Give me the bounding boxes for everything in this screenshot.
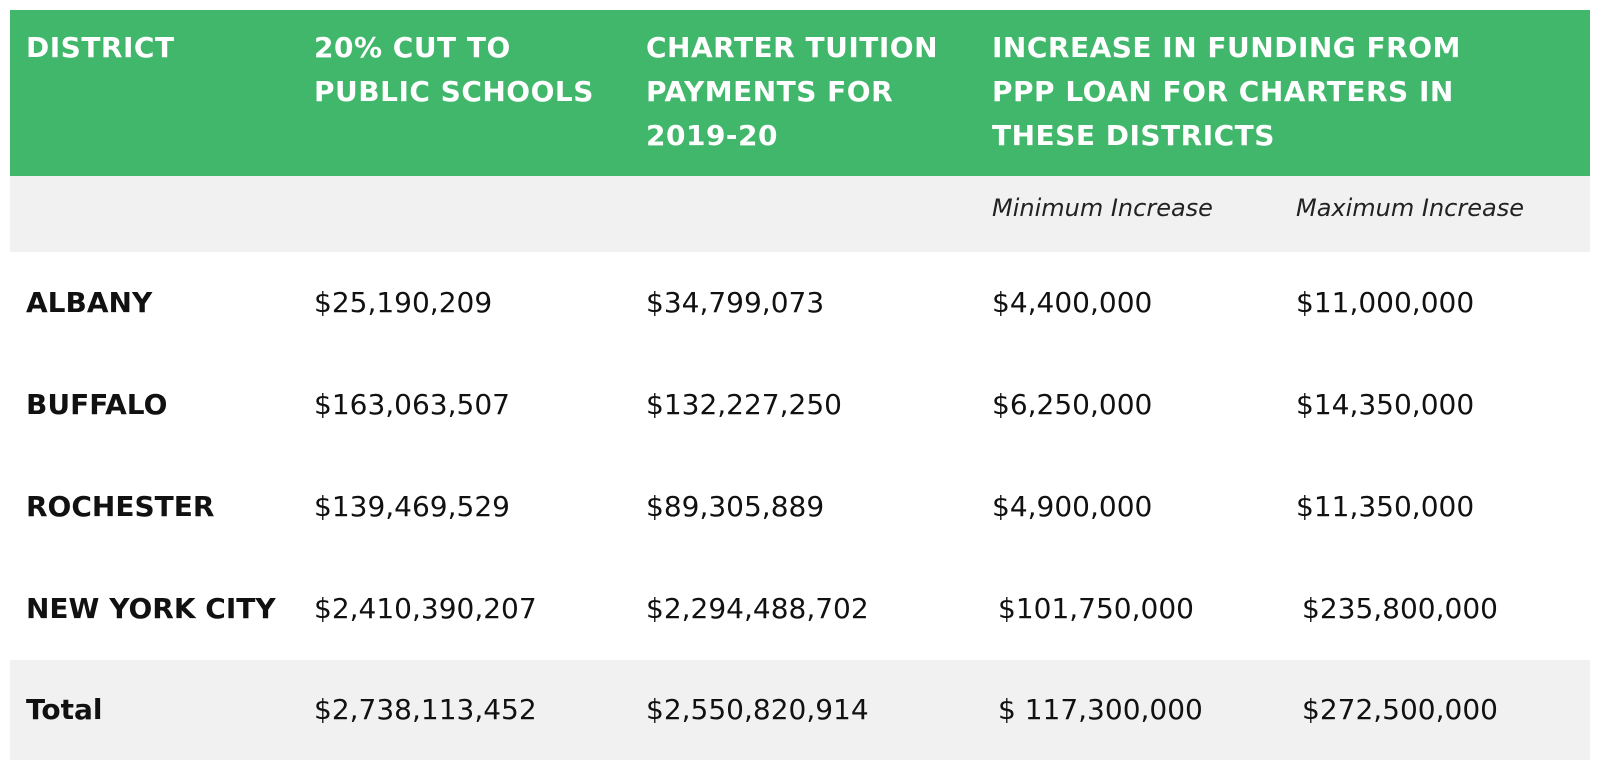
max-increase-cell: $14,350,000 [1296,388,1475,421]
district-cell: ALBANY [26,286,153,319]
total-max-increase-cell: $272,500,000 [1302,693,1498,726]
header-cut: 20% CUT TO PUBLIC SCHOOLS [314,31,594,108]
table-row [10,354,1590,456]
total-min-increase-cell: $ 117,300,000 [998,693,1203,726]
district-cell: ROCHESTER [26,490,215,523]
header-tuition: CHARTER TUITION PAYMENTS FOR 2019-20 [646,31,938,152]
tuition-cell: $34,799,073 [646,286,825,319]
table-header [10,10,1590,176]
district-cell: NEW YORK CITY [26,592,276,625]
cut-cell: $2,410,390,207 [314,592,537,625]
subheader-maximum: Maximum Increase [1296,194,1524,222]
subheader-minimum: Minimum Increase [992,194,1213,222]
cut-cell: $25,190,209 [314,286,493,319]
max-increase-cell: $235,800,000 [1302,592,1498,625]
header-ppp-increase: INCREASE IN FUNDING FROM PPP LOAN FOR CHARTERS IN THESE DISTRICTS [992,31,1461,152]
tuition-cell: $132,227,250 [646,388,842,421]
total-tuition-cell: $2,550,820,914 [646,693,869,726]
max-increase-cell: $11,350,000 [1296,490,1475,523]
cut-cell: $139,469,529 [314,490,510,523]
min-increase-cell: $6,250,000 [992,388,1153,421]
header-district: DISTRICT [26,31,175,64]
total-cut-cell: $2,738,113,452 [314,693,537,726]
max-increase-cell: $11,000,000 [1296,286,1475,319]
table-row [10,558,1590,660]
district-cell: BUFFALO [26,388,168,421]
tuition-cell: $2,294,488,702 [646,592,869,625]
funding-table [10,10,1590,760]
min-increase-cell: $101,750,000 [998,592,1194,625]
subheader-row [10,176,1590,252]
min-increase-cell: $4,900,000 [992,490,1153,523]
total-row [10,660,1590,760]
min-increase-cell: $4,400,000 [992,286,1153,319]
table-row [10,456,1590,558]
table-row [10,252,1590,354]
total-label: Total [26,693,103,726]
cut-cell: $163,063,507 [314,388,510,421]
tuition-cell: $89,305,889 [646,490,825,523]
